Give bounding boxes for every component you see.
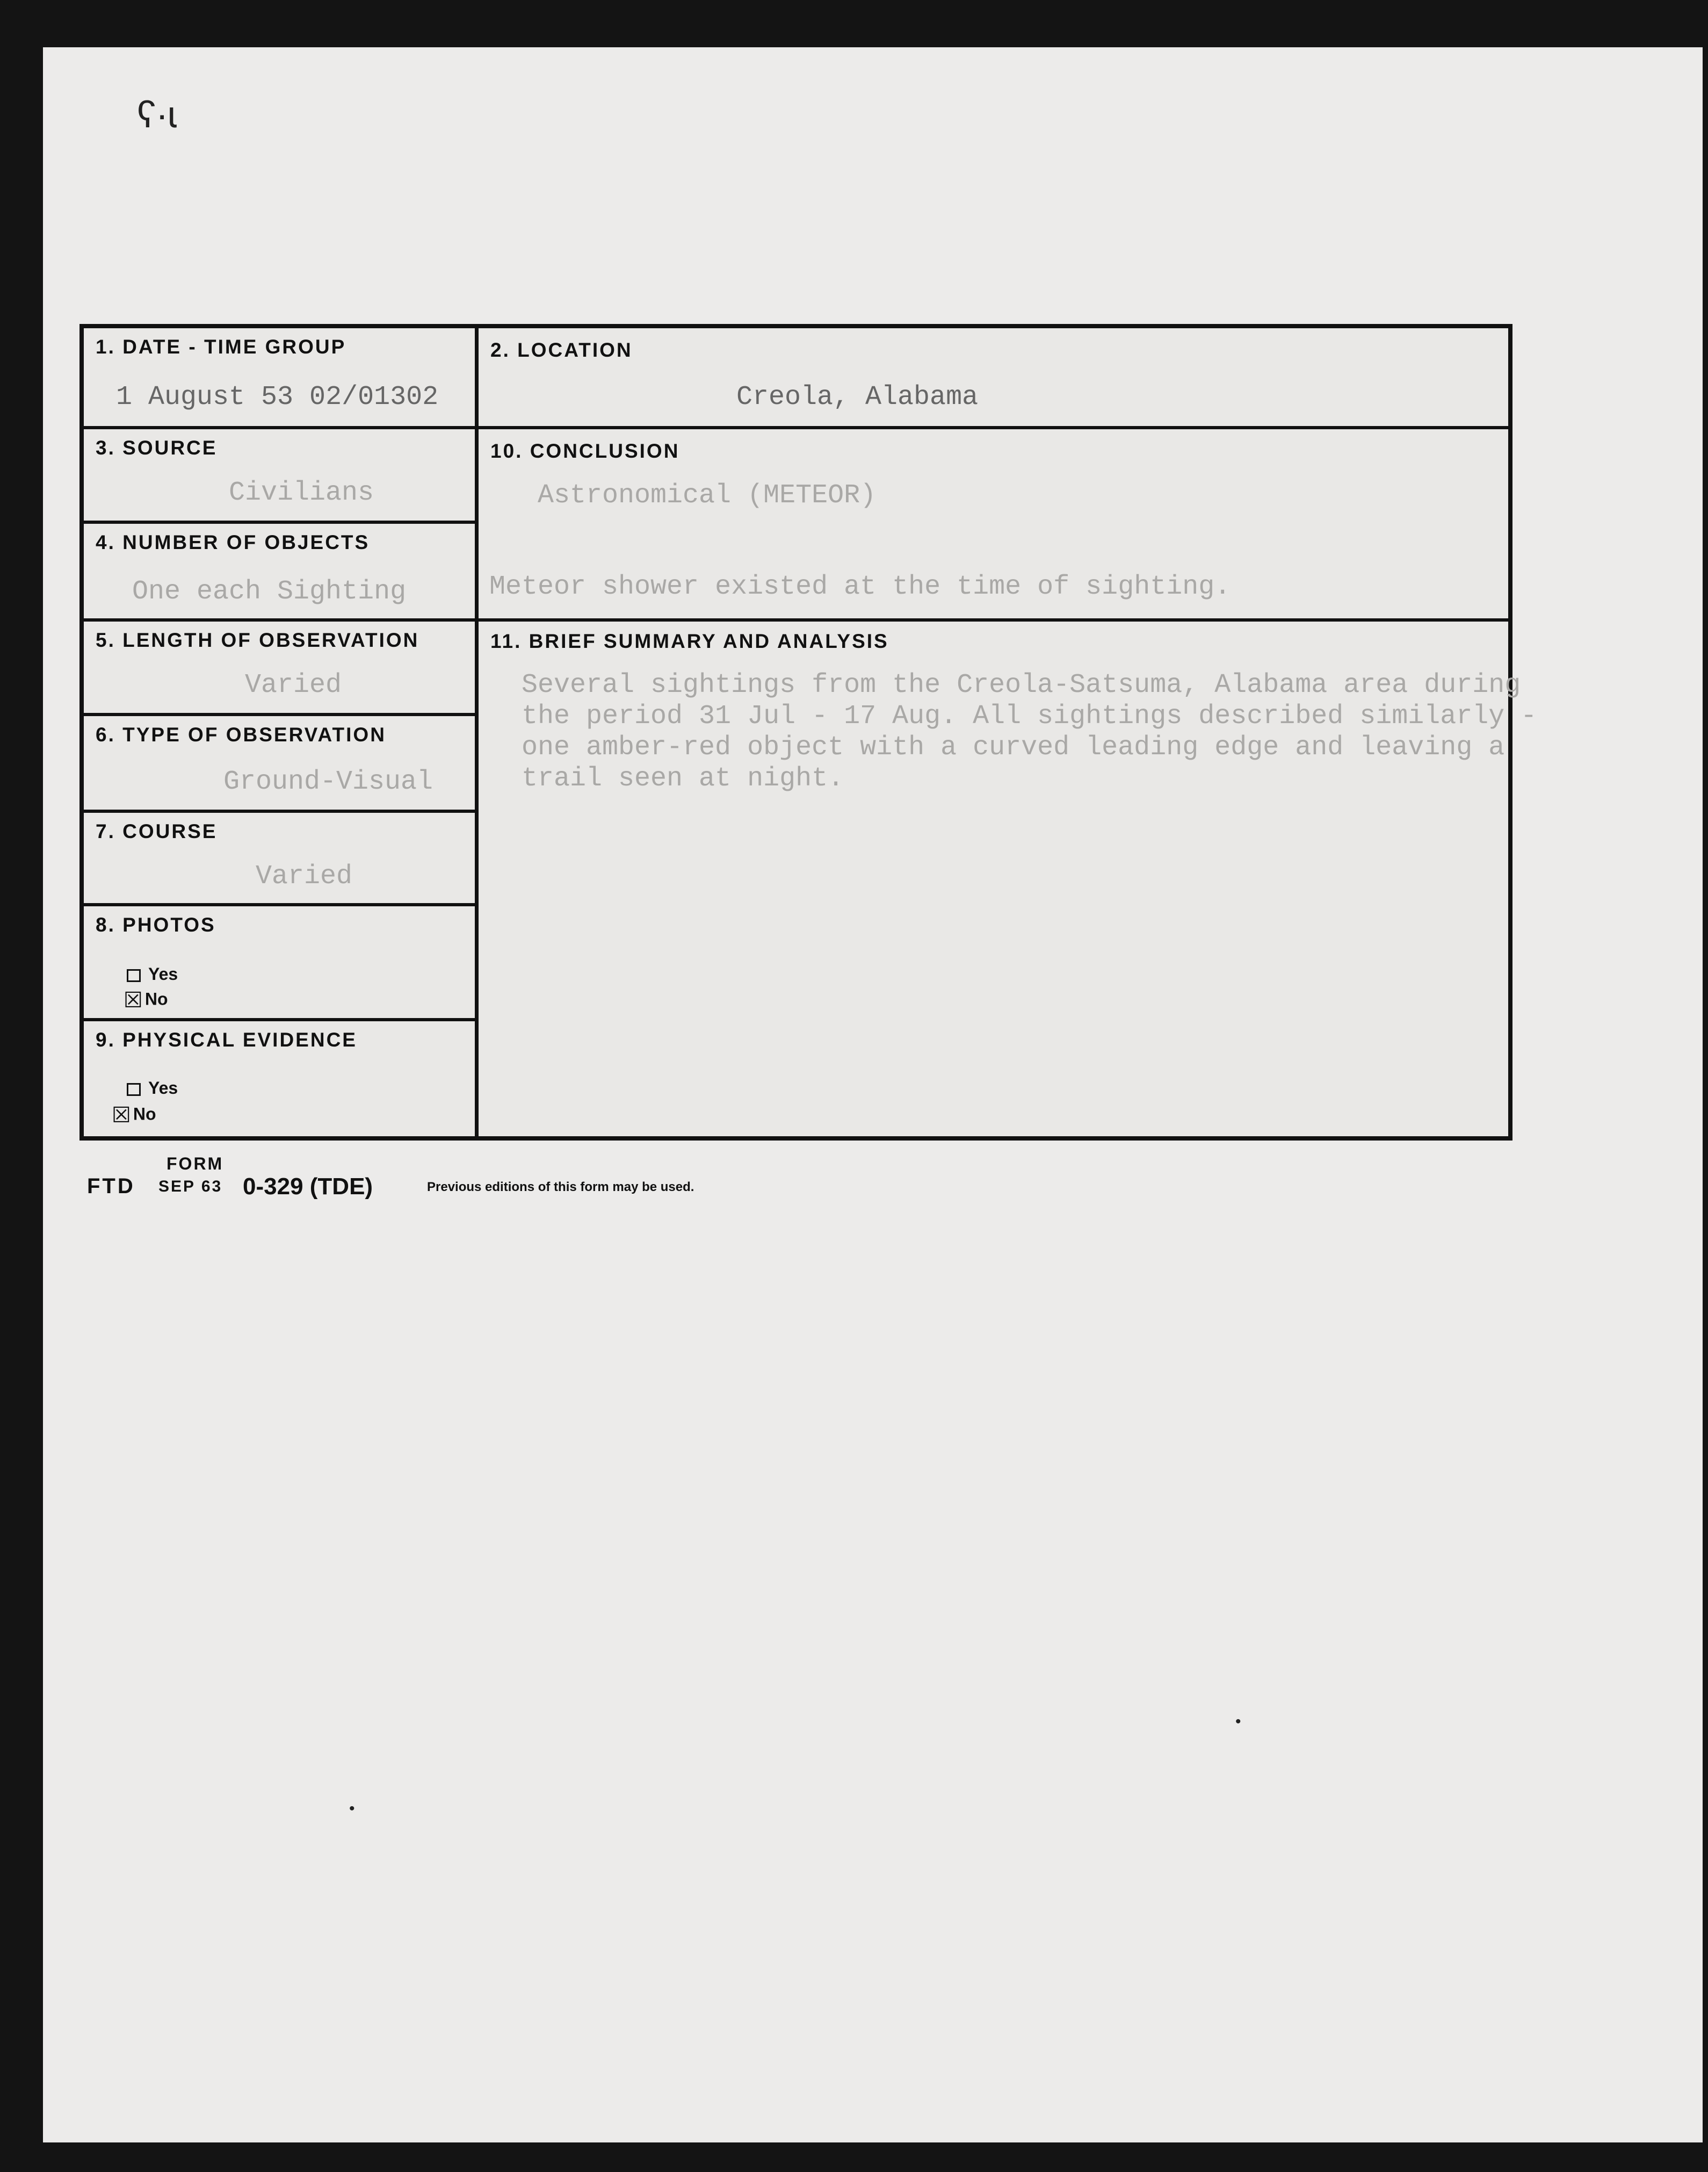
- num-objects-cell: [84, 521, 475, 618]
- summary-label: 11. BRIEF SUMMARY AND ANALYSIS: [490, 630, 889, 652]
- report-form: [79, 324, 1537, 1141]
- source-cell: [84, 426, 475, 521]
- checkbox-checked-icon: ☒: [112, 1103, 131, 1128]
- photos-no-option[interactable]: [124, 988, 168, 1013]
- checkbox-empty-icon: [127, 1083, 141, 1096]
- conclusion-label: 10. CONCLUSION: [490, 440, 680, 462]
- conclusion-value: Astronomical (METEOR): [538, 480, 877, 511]
- source-label: 3. SOURCE: [96, 437, 218, 459]
- checkbox-checked-icon: ☒: [124, 988, 143, 1013]
- speck-mark: •: [349, 1800, 355, 1817]
- date-time-value: 1 August 53 02/01302: [116, 382, 439, 413]
- summary-line-2: the period 31 Jul - 17 Aug. All sightings described similarly -: [522, 701, 1537, 732]
- footer-ftd: FTD: [87, 1174, 135, 1198]
- document-page: [43, 47, 1703, 2142]
- speck-mark: •: [1235, 1713, 1241, 1730]
- footer-note: Previous editions of this form may be used.: [427, 1180, 694, 1194]
- location-label: 2. LOCATION: [490, 339, 633, 361]
- location-value: Creola, Alabama: [736, 382, 979, 413]
- course-value: Varied: [256, 861, 353, 892]
- physical-yes-option[interactable]: [127, 1078, 178, 1098]
- type-obs-cell: [84, 713, 475, 810]
- type-obs-value: Ground-Visual: [223, 767, 433, 797]
- conclusion-note: Meteor shower existed at the time of sighting.: [489, 572, 1231, 602]
- summary-line-4: trail seen at night.: [522, 763, 844, 794]
- num-objects-value: One each Sighting: [132, 576, 407, 607]
- length-obs-value: Varied: [245, 670, 342, 701]
- date-time-cell: [84, 328, 475, 426]
- column-divider: [475, 328, 479, 1136]
- conclusion-cell: [479, 426, 1508, 618]
- summary-cell: [479, 618, 1537, 1136]
- summary-line-1: Several sightings from the Creola-Satsuma, Alabama area during: [522, 670, 1521, 701]
- handwritten-mark: ʕ·ɩ: [137, 93, 177, 135]
- num-objects-label: 4. NUMBER OF OBJECTS: [96, 531, 370, 553]
- physical-no-option[interactable]: [112, 1103, 156, 1128]
- length-obs-cell: [84, 618, 475, 713]
- course-cell: [84, 810, 475, 903]
- footer-form-number: 0-329 (TDE): [243, 1173, 373, 1200]
- course-label: 7. COURSE: [96, 820, 218, 842]
- footer-date-code: SEP 63: [158, 1178, 223, 1195]
- footer-form-word: FORM: [167, 1154, 224, 1173]
- photos-cell: [84, 903, 475, 1018]
- physical-label: 9. PHYSICAL EVIDENCE: [96, 1029, 357, 1051]
- checkbox-empty-icon: [127, 969, 141, 982]
- physical-yes-label: Yes: [148, 1078, 178, 1098]
- physical-no-label: No: [133, 1104, 156, 1124]
- physical-cell: [84, 1018, 475, 1136]
- location-cell: [479, 328, 1508, 426]
- photos-no-label: No: [144, 989, 168, 1009]
- date-time-label: 1. DATE - TIME GROUP: [96, 336, 346, 358]
- photos-yes-label: Yes: [148, 964, 178, 984]
- type-obs-label: 6. TYPE OF OBSERVATION: [96, 724, 386, 746]
- length-obs-label: 5. LENGTH OF OBSERVATION: [96, 629, 419, 651]
- summary-line-3: one amber-red object with a curved leading edge and leaving a: [522, 732, 1505, 763]
- photos-label: 8. PHOTOS: [96, 914, 216, 936]
- source-value: Civilians: [229, 478, 374, 508]
- photos-yes-option[interactable]: [127, 964, 178, 984]
